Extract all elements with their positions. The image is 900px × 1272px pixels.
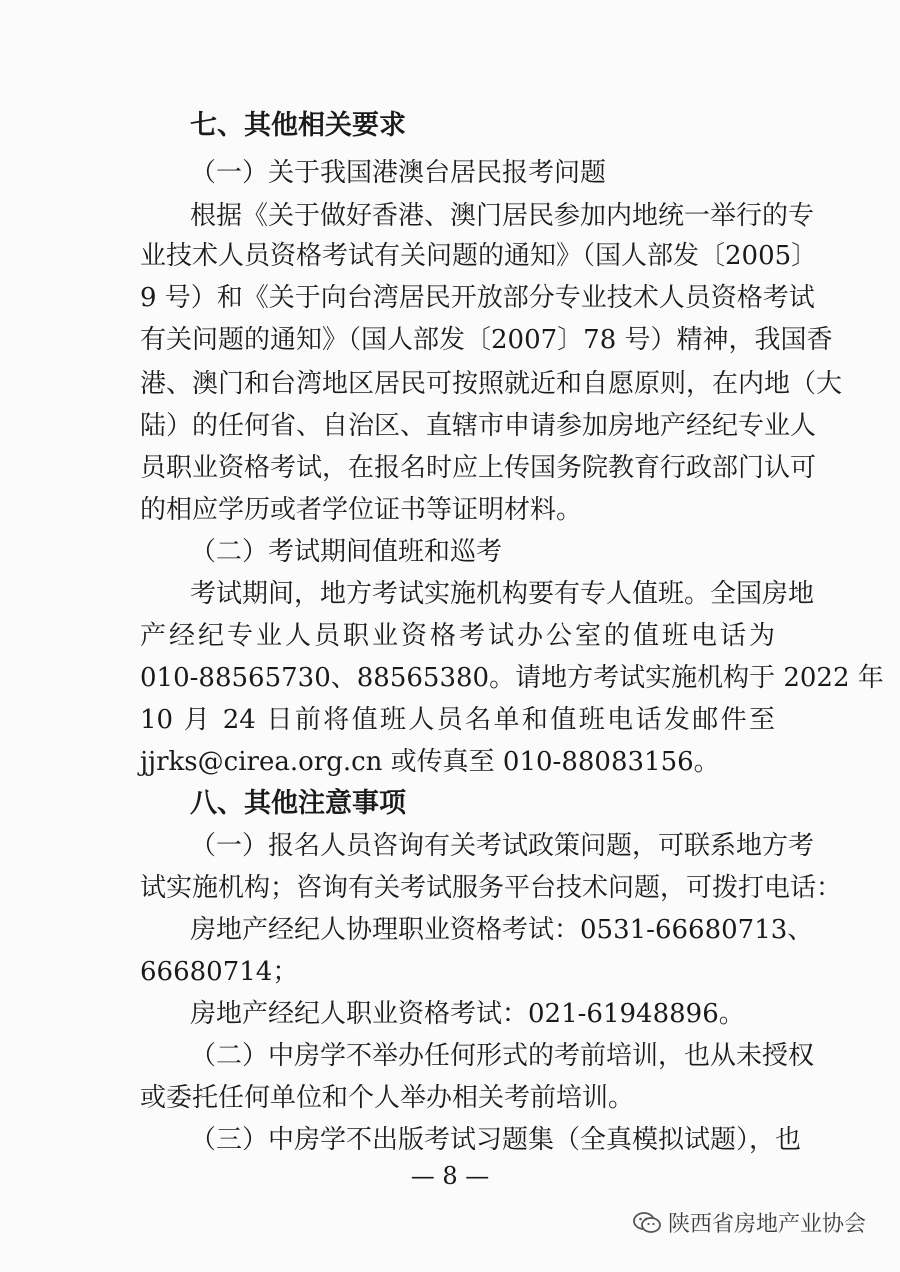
- paragraph-line: （二）中房学不举办任何形式的考前培训，也从未授权: [190, 1041, 815, 1071]
- paragraph-line: jjrks@cirea.org.cn 或传真至 010-88083156。: [140, 747, 720, 777]
- paragraph-line: （三）中房学不出版考试习题集（全真模拟试题），也: [190, 1125, 802, 1155]
- section-7-1-title: （一）关于我国港澳台居民报考问题: [190, 158, 607, 188]
- section-7-title: 七、其他相关要求: [190, 110, 406, 141]
- paragraph-line: 66680714；: [140, 957, 299, 987]
- paragraph-line: 房地产经纪人协理职业资格考试：0531-66680713、: [190, 915, 814, 945]
- paragraph-line: （一）报名人员咨询有关考试政策问题，可联系地方考: [190, 831, 815, 861]
- paragraph-line: 房地产经纪人职业资格考试：021-61948896。: [190, 999, 745, 1029]
- paragraph-line: 港、澳门和台湾地区居民可按照就近和自愿原则，在内地（大: [140, 369, 843, 399]
- paragraph-line: 010-88565730、88565380。请地方考试实施机构于 2022 年: [140, 663, 884, 693]
- paragraph-line: 陆）的任何省、自治区、直辖市申请参加房地产经纪专业人: [140, 411, 817, 441]
- paragraph-line: 或委托任何单位和个人举办相关考前培训。: [140, 1083, 635, 1113]
- page-number: — 8 —: [410, 1162, 490, 1190]
- watermark: [632, 1207, 866, 1238]
- section-8-title: 八、其他注意事项: [190, 788, 406, 819]
- paragraph-line: 根据《关于做好香港、澳门居民参加内地统一举行的专: [190, 201, 815, 231]
- section-7-2-title: （二）考试期间值班和巡考: [190, 537, 503, 567]
- paragraph-line: 的相应学历或者学位证书等证明材料。: [140, 495, 583, 525]
- paragraph-line: 员职业资格考试，在报名时应上传国务院教育行政部门认可: [140, 453, 817, 483]
- paragraph-line: 有关问题的通知》（国人部发〔2007〕78 号）精神，我国香: [140, 325, 833, 355]
- paragraph-line: 考试期间，地方考试实施机构要有专人值班。全国房地: [190, 579, 815, 609]
- paragraph-line: 业技术人员资格考试有关问题的通知》（国人部发〔2005〕: [140, 241, 818, 271]
- paragraph-line: 试实施机构；咨询有关考试服务平台技术问题，可拨打电话：: [140, 873, 843, 903]
- paragraph-line: 产经纪专业人员职业资格考试办公室的值班电话为: [140, 621, 775, 651]
- paragraph-line: 10 月 24 日前将值班人员名单和值班电话发邮件至: [140, 705, 775, 735]
- watermark-text: 陕西省房地产业协会: [668, 1212, 867, 1237]
- wechat-icon: [632, 1210, 662, 1236]
- paragraph-line: 9 号）和《关于向台湾居民开放部分专业技术人员资格考试: [140, 283, 815, 313]
